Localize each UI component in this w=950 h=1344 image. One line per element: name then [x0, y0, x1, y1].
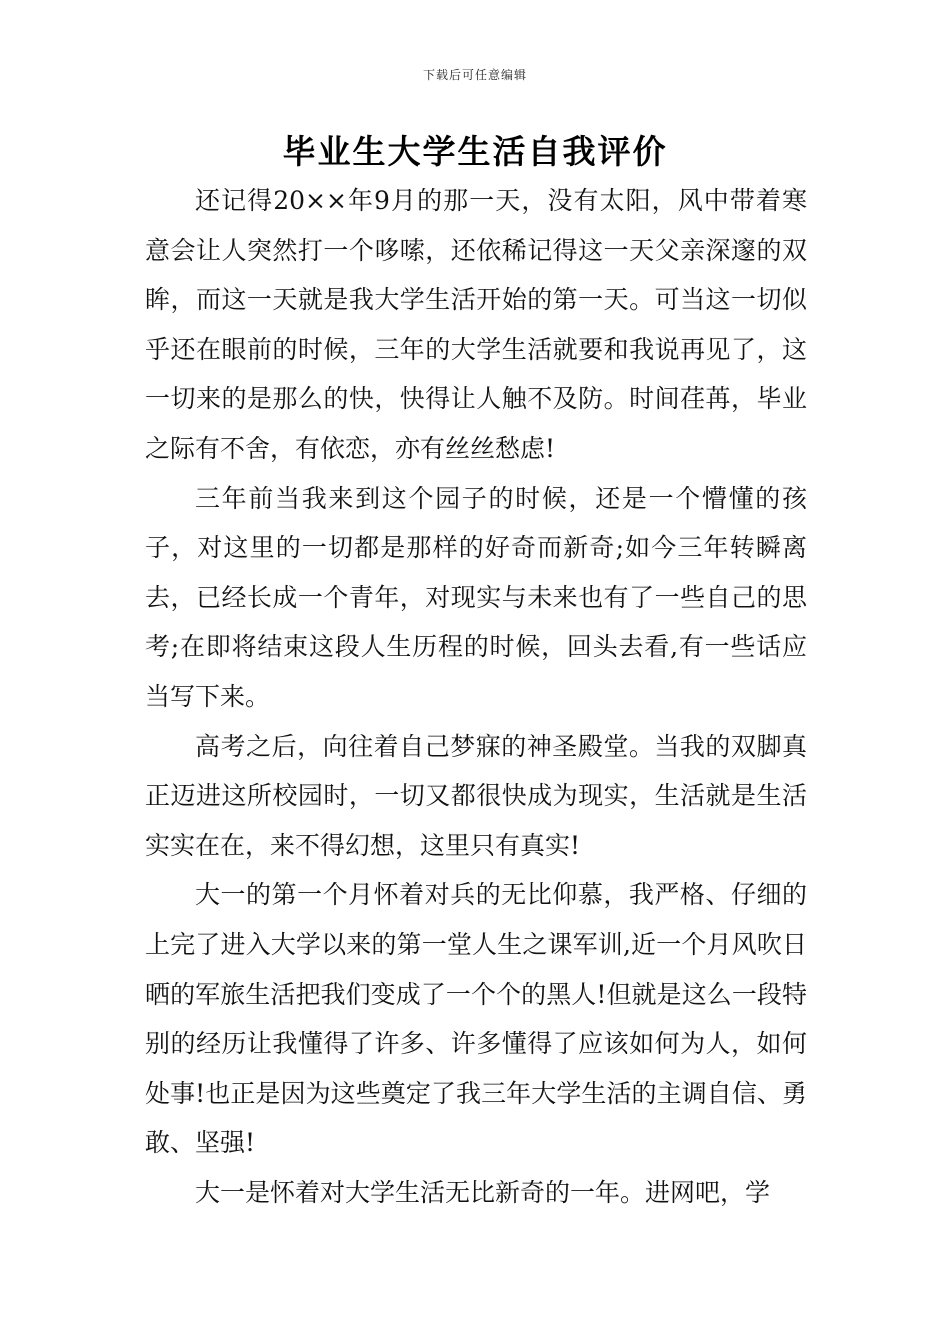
- paragraph-3: 高考之后，向往着自己梦寐的神圣殿堂。当我的双脚真正迈进这所校园时，一切又都很快成为现实，生活就是生活实实在在，来不得幻想，这里只有真实!: [145, 731, 807, 860]
- document-body: [145, 176, 807, 1217]
- paragraph-2: 三年前当我来到这个园子的时候，还是一个懵懂的孩子，对这里的一切都是那样的好奇而新奇;如今三年转瞬离去，已经长成一个青年，对现实与未来也有了一些自己的思考;在即将结束这段人生历程的时候，回头去看,有一些话应当写下来。: [145, 483, 807, 711]
- paragraph-4: 大一的第一个月怀着对兵的无比仰慕，我严格、仔细的上完了进入大学以来的第一堂人生之课军训,近一个月风吹日晒的军旅生活把我们变成了一个个的黑人!但就是这么一段特别的经历让我懂得了许多、许多懂得了应该如何为人，如何处事!也正是因为这些奠定了我三年大学生活的主调自信、勇敢、坚强!: [145, 880, 807, 1158]
- header-note: 下载后可任意编辑: [422, 68, 527, 82]
- paragraph-5: 大一是怀着对大学生活无比新奇的一年。进网吧，学: [195, 1177, 771, 1207]
- document-title: 毕业生大学生活自我评价: [282, 132, 668, 171]
- paragraph-1: 还记得20××年9月的那一天，没有太阳，风中带着寒意会让人突然打一个哆嗦，还依稀记得这一天父亲深邃的双眸，而这一天就是我大学生活开始的第一天。可当这一切似乎还在眼前的时候，三年的大学生活就要和我说再见了，这一切来的是那么的快，快得让人触不及防。时间荏苒，毕业之际有不舍，有依恋，亦有丝丝愁虑!: [145, 186, 807, 463]
